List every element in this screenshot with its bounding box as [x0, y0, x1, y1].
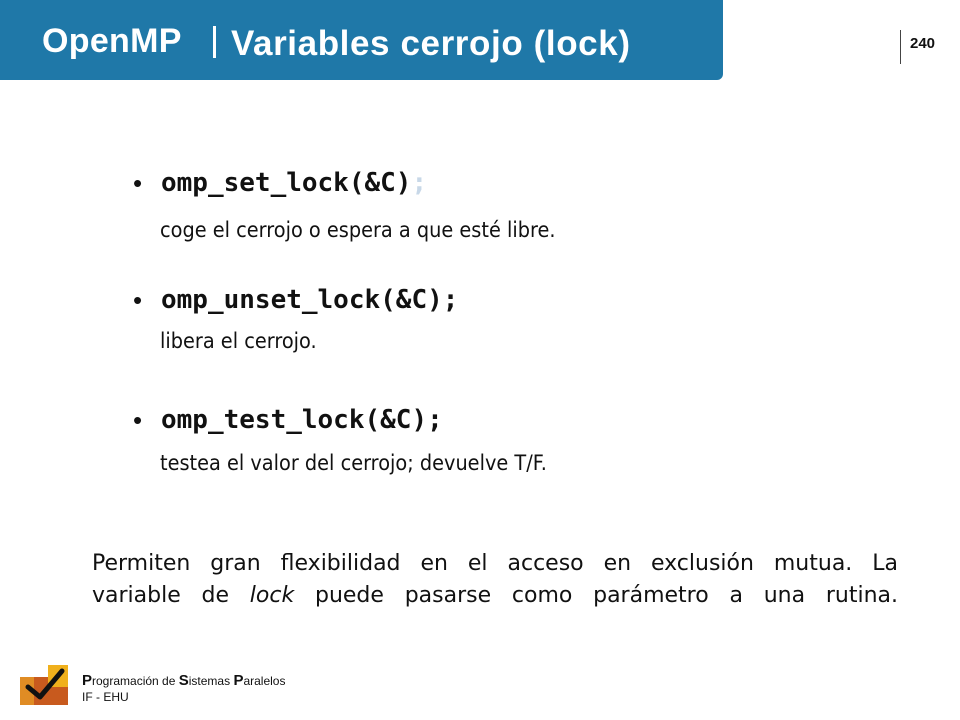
code-text: omp_unset_lock(&C) — [161, 285, 443, 315]
summary-paragraph — [92, 548, 898, 612]
checkmark-logo-icon — [20, 665, 68, 705]
header-topic: OpenMP — [42, 22, 182, 60]
header-separator — [213, 26, 216, 58]
page-number: 240 — [910, 35, 936, 52]
code-unset-lock — [161, 285, 458, 315]
code-set-lock — [161, 168, 427, 198]
page-number-separator — [900, 30, 901, 64]
code-suffix: ; — [427, 405, 443, 435]
bullet-icon: • — [133, 285, 143, 315]
description-test-lock: testea el valor del cerrojo; devuelve T/F. — [160, 451, 547, 475]
footer-department: IF - EHU — [82, 690, 129, 704]
bullet-icon: • — [133, 168, 143, 198]
code-suffix: ; — [442, 285, 459, 315]
code-text: omp_test_lock(&C) — [161, 405, 428, 435]
page-title: Variables cerrojo (lock) — [231, 24, 631, 63]
paragraph-line-1: Permiten gran flexibilidad en el acceso en exclusión mutua. La — [92, 551, 898, 576]
code-suffix: ; — [411, 168, 428, 198]
footer-course: Programación de Sistemas Paralelos — [82, 672, 286, 689]
code-test-lock — [161, 405, 443, 435]
paragraph-text: variable de — [92, 583, 250, 608]
code-text: omp_set_lock(&C) — [161, 168, 412, 198]
description-set-lock: coge el cerrojo o espera a que esté libre. — [160, 218, 556, 242]
emphasis-lock: lock — [249, 583, 295, 608]
paragraph-line-2 — [92, 580, 898, 612]
bullet-icon: • — [133, 405, 143, 435]
paragraph-text: puede pasarse como parámetro a una rutina. — [294, 583, 898, 608]
description-unset-lock: libera el cerrojo. — [160, 329, 317, 353]
